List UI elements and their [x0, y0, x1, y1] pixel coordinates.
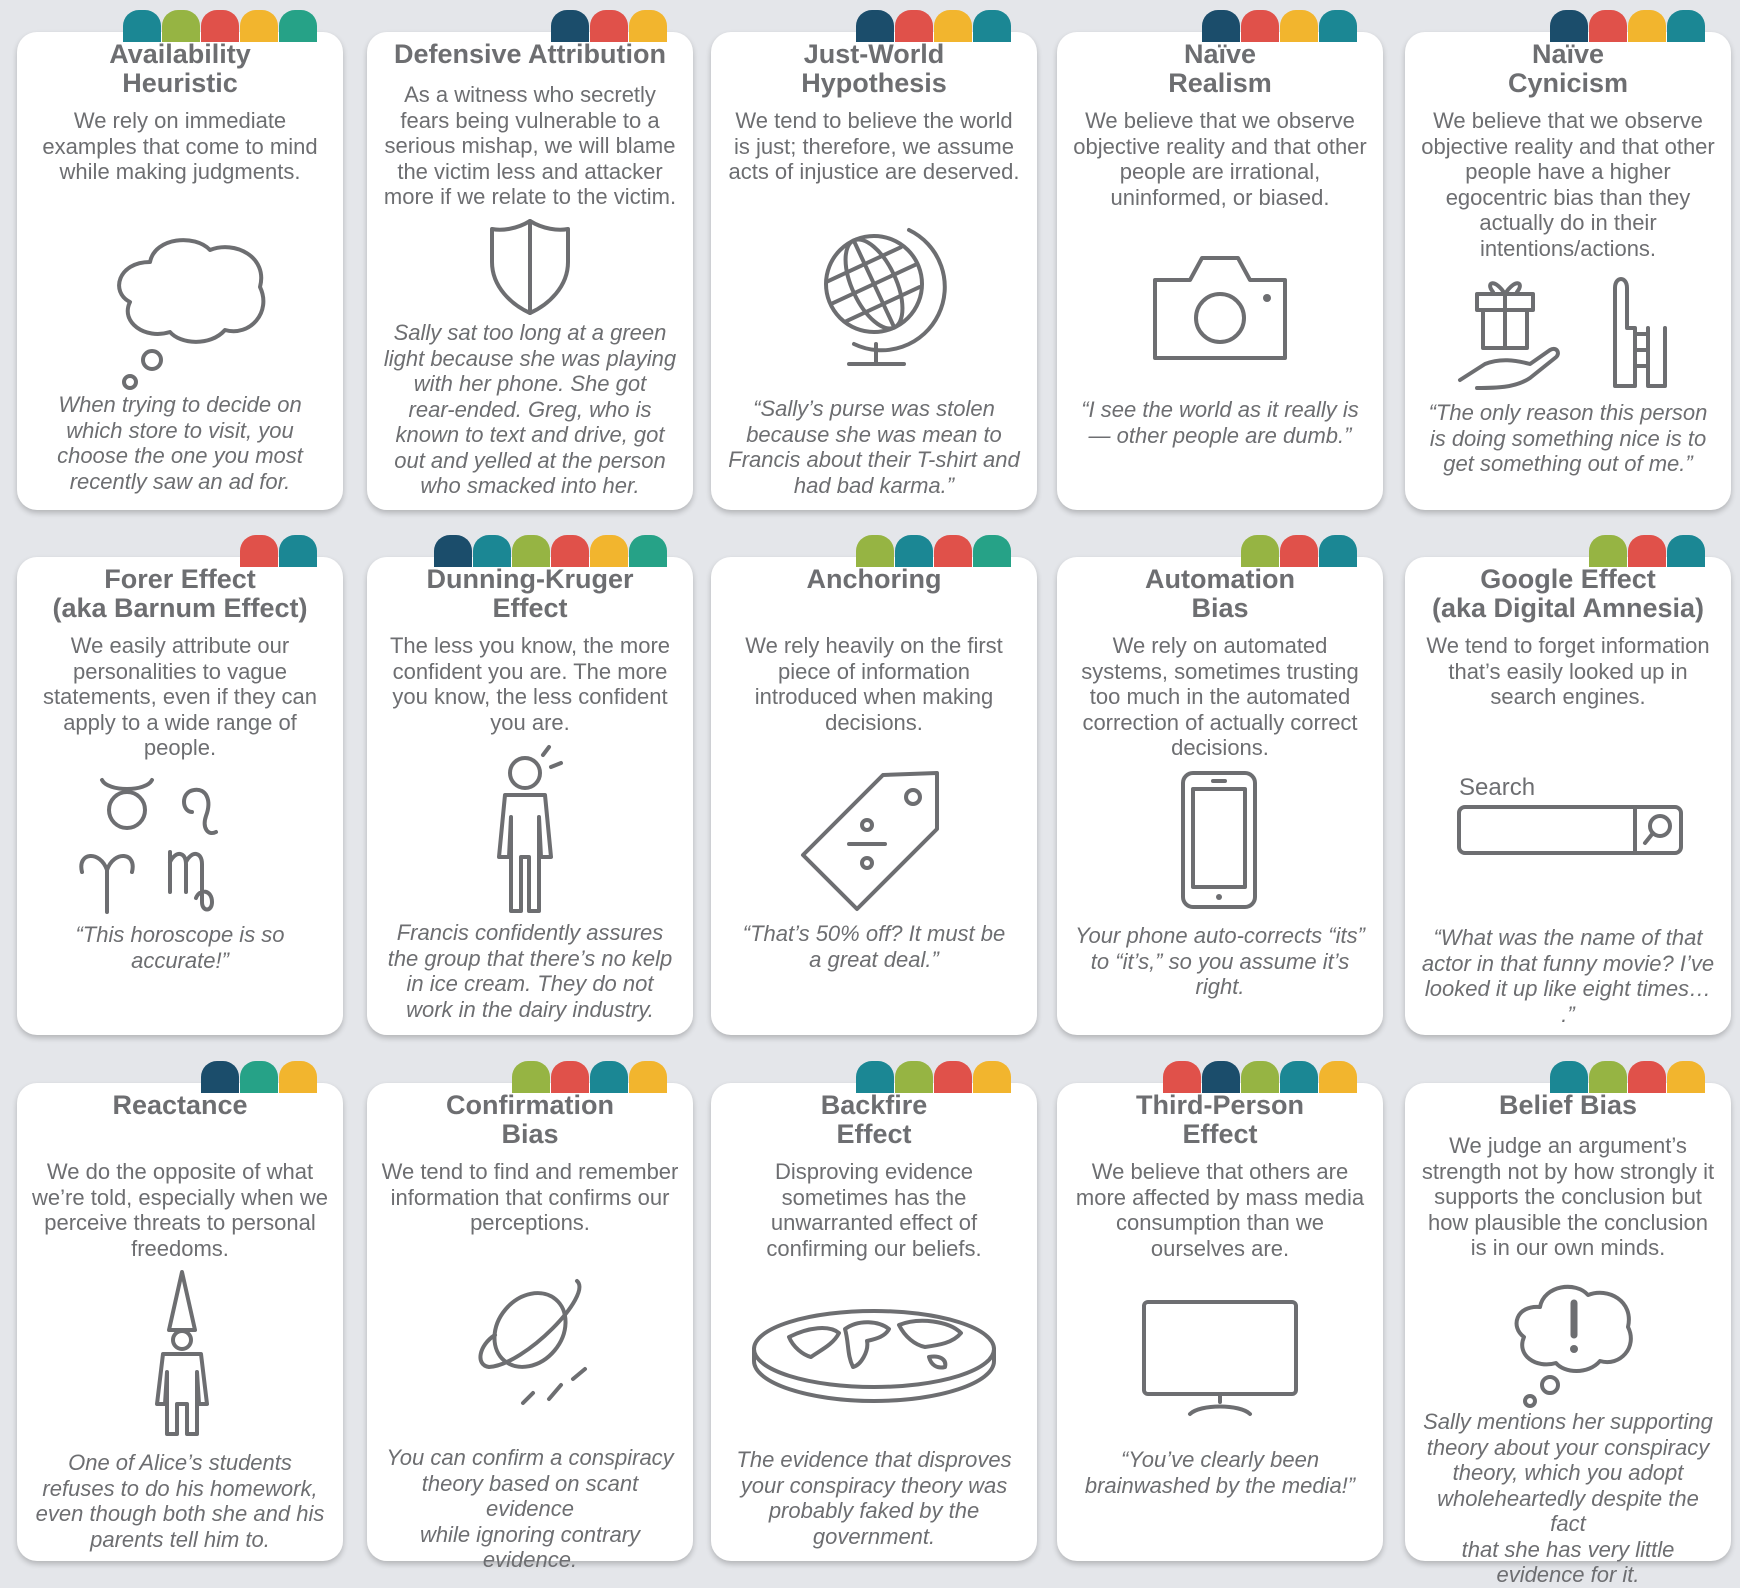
color-tabs [855, 10, 1011, 42]
color-tabs [855, 535, 1011, 567]
color-tab-red [1628, 535, 1666, 567]
color-tab-teal [123, 10, 161, 42]
card-third-person-effect [1057, 1083, 1383, 1561]
card-title: Naïve Cynicism [1507, 39, 1629, 98]
sweating-person-icon [485, 745, 585, 915]
ufo-icon [465, 1275, 615, 1415]
color-tab-red [1628, 1061, 1666, 1093]
card-availability-heuristic [17, 32, 343, 510]
color-tab-red [590, 10, 628, 42]
card-description: Disproving evidence sometimes has the unwarranted effect of confirming our beliefs. [766, 1159, 982, 1261]
color-tab-yellow [973, 1061, 1011, 1093]
card-example: “This horoscope is so accurate!” [75, 922, 285, 973]
card-dunning-kruger [367, 557, 693, 1035]
color-tab-teal [1667, 10, 1705, 42]
color-tab-red [934, 1061, 972, 1093]
color-tab-yellow [629, 10, 667, 42]
color-tab-teal [1319, 535, 1357, 567]
card-description: We believe that we observe objective reality and that other people have a higher egocentric bias than they actually do in their intentions/actions. [1421, 108, 1715, 261]
color-tab-mint [973, 535, 1011, 567]
card-anchoring [711, 557, 1037, 1035]
thought-bubble-icon [110, 232, 270, 402]
color-tab-navy [1202, 1061, 1240, 1093]
color-tab-navy [856, 10, 894, 42]
globe-icon [814, 222, 944, 372]
card-description: As a witness who secretly fears being vulnerable to a serious mishap, we will blame the victim less and attacker more if we relate to the victim. [383, 82, 677, 209]
card-backfire-effect [711, 1083, 1037, 1561]
exclamation-bubble-icon [1510, 1279, 1640, 1409]
card-description: We rely on immediate examples that come to mind while making judgments. [42, 108, 318, 184]
card-example: The evidence that disproves your conspiracy theory was probably faked by the government. [736, 1447, 1012, 1549]
color-tabs [239, 535, 317, 567]
card-example: “I see the world as it really is — other people are dumb.” [1081, 397, 1359, 448]
card-example: Francis confidently assures the group that there’s no kelp in ice cream. They do not work in the dairy industry. [387, 920, 673, 1022]
color-tab-teal [895, 535, 933, 567]
color-tab-yellow [590, 535, 628, 567]
color-tab-teal [473, 535, 511, 567]
color-tab-navy [1202, 10, 1240, 42]
color-tabs [1588, 535, 1705, 567]
card-title: Automation Bias [1145, 564, 1295, 623]
card-title: Backfire Effect [820, 1090, 928, 1149]
color-tab-red [1280, 535, 1318, 567]
card-example: One of Alice’s students refuses to do his homework, even though both she and his parents tell him to. [35, 1450, 325, 1552]
card-title: Confirmation Bias [446, 1090, 614, 1149]
color-tabs [433, 535, 667, 567]
color-tab-navy [434, 535, 472, 567]
card-description: We easily attribute our personalities to vague statements, even if they can apply to a wide range of people. [43, 633, 317, 760]
gift-refusal-icon [1455, 268, 1695, 403]
card-description: We believe that we observe objective reality and that other people are irrational, uninformed, or biased. [1073, 108, 1367, 210]
color-tab-yellow [279, 1061, 317, 1093]
color-tab-red [551, 535, 589, 567]
card-description: We rely on automated systems, sometimes trusting too much in the automated correction of actually correct decisions. [1081, 633, 1359, 760]
color-tabs [1240, 535, 1357, 567]
color-tab-green [512, 535, 550, 567]
dunce-cap-person-icon [147, 1268, 217, 1438]
card-description: We believe that others are more affected by mass media consumption than we ourselves are. [1075, 1159, 1365, 1261]
card-description: We tend to forget information that’s easily looked up in search engines. [1426, 633, 1710, 709]
color-tab-green [1241, 1061, 1279, 1093]
color-tabs [1201, 10, 1357, 42]
color-tabs [1549, 10, 1705, 42]
card-automation-bias [1057, 557, 1383, 1035]
color-tab-green [1589, 1061, 1627, 1093]
card-belief-bias [1405, 1083, 1731, 1587]
color-tab-teal [1280, 1061, 1318, 1093]
search-box-icon [1457, 771, 1687, 851]
color-tab-red [551, 1061, 589, 1093]
price-tag-icon [799, 769, 941, 911]
color-tab-navy [551, 10, 589, 42]
color-tabs [1549, 1061, 1705, 1093]
flat-earth-icon [749, 1305, 999, 1405]
search-label: Search [1459, 774, 1536, 801]
color-tab-green [162, 10, 200, 42]
card-title: Google Effect (aka Digital Amnesia) [1431, 564, 1705, 623]
card-title: Defensive Attribution [393, 39, 667, 69]
card-defensive-attribution [367, 32, 693, 510]
card-description: We judge an argument’s strength not by how strongly it supports the conclusion but how plausible the conclusion is in our own minds. [1421, 1133, 1715, 1260]
card-title: Just-World Hypothesis [801, 39, 947, 98]
card-title: Third-Person Effect [1135, 1090, 1304, 1149]
color-tab-navy [201, 1061, 239, 1093]
card-title: Reactance [112, 1090, 248, 1120]
card-example: You can confirm a conspiracy theory based on scant evidence while ignoring contrary evidence. [386, 1445, 674, 1572]
color-tab-yellow [1319, 1061, 1357, 1093]
color-tab-yellow [1628, 10, 1666, 42]
card-google-effect [1405, 557, 1731, 1035]
card-description: The less you know, the more confident you are. The more you know, the less confident you are. [389, 633, 671, 735]
color-tab-green [895, 1061, 933, 1093]
color-tab-red [1241, 10, 1279, 42]
card-example: “Sally’s purse was stolen because she was mean to Francis about their T-shirt and had bad karma.” [728, 396, 1020, 498]
camera-icon [1150, 252, 1290, 364]
color-tab-yellow [934, 10, 972, 42]
card-reactance [17, 1083, 343, 1561]
color-tab-teal [279, 535, 317, 567]
color-tab-red [1589, 10, 1627, 42]
color-tabs [550, 10, 667, 42]
card-example: “The only reason this person is doing something nice is to get something out of me.” [1428, 400, 1708, 476]
card-example: Sally sat too long at a green light because she was playing with her phone. She got rear-ended. Greg, who is known to text and drive, got out and yelled at the person who smacked into her. [383, 320, 677, 498]
color-tab-teal [856, 1061, 894, 1093]
color-tabs [1162, 1061, 1357, 1093]
card-description: We rely heavily on the first piece of information introduced when making decisions. [745, 633, 1003, 735]
color-tab-red [201, 10, 239, 42]
card-example: “What was the name of that actor in that funny movie? I’ve looked it up like eight times… .” [1421, 925, 1715, 1027]
smartphone-icon [1179, 769, 1259, 911]
color-tabs [200, 1061, 317, 1093]
color-tab-navy [1550, 10, 1588, 42]
card-description: We do the opposite of what we’re told, especially when we perceive threats to personal freedoms. [32, 1159, 328, 1261]
color-tab-green [512, 1061, 550, 1093]
color-tabs [855, 1061, 1011, 1093]
color-tab-green [1241, 535, 1279, 567]
color-tab-mint [629, 535, 667, 567]
color-tab-red [1163, 1061, 1201, 1093]
television-icon [1140, 1298, 1300, 1418]
color-tab-green [856, 535, 894, 567]
zodiac-icon [72, 772, 292, 922]
card-naive-realism [1057, 32, 1383, 510]
card-title: Dunning-Kruger Effect [426, 564, 634, 623]
color-tab-green [1589, 535, 1627, 567]
card-title: Availability Heuristic [109, 39, 251, 98]
color-tab-teal [973, 10, 1011, 42]
card-forer-effect [17, 557, 343, 1035]
card-title: Anchoring [806, 564, 942, 594]
card-example: “You’ve clearly been brainwashed by the media!” [1084, 1447, 1356, 1498]
card-example: Sally mentions her supporting theory about your conspiracy theory, which you adopt wholeheartedly despite the fact that she has very little evidence for it. [1423, 1409, 1713, 1587]
card-example: Your phone auto-corrects “its” to “it’s,” so you assume it’s right. [1075, 923, 1365, 999]
color-tab-teal [1550, 1061, 1588, 1093]
color-tab-yellow [1667, 1061, 1705, 1093]
card-example: When trying to decide on which store to visit, you choose the one you most recently saw an ad for. [57, 392, 303, 494]
color-tab-yellow [240, 10, 278, 42]
card-title: Forer Effect (aka Barnum Effect) [52, 564, 308, 623]
color-tab-red [934, 535, 972, 567]
color-tab-mint [279, 10, 317, 42]
card-confirmation-bias [367, 1083, 693, 1572]
card-naive-cynicism [1405, 32, 1731, 510]
color-tab-teal [1667, 535, 1705, 567]
card-title: Belief Bias [1498, 1090, 1638, 1120]
card-title: Naïve Realism [1168, 39, 1272, 98]
card-description: We tend to believe the world is just; therefore, we assume acts of injustice are deserved. [728, 108, 1020, 184]
card-description: We tend to find and remember information that confirms our perceptions. [381, 1159, 679, 1235]
card-example: “That’s 50% off? It must be a great deal.” [742, 921, 1006, 972]
color-tab-teal [590, 1061, 628, 1093]
color-tab-yellow [1280, 10, 1318, 42]
card-just-world-hypothesis [711, 32, 1037, 510]
color-tab-mint [240, 1061, 278, 1093]
shield-icon [487, 217, 573, 317]
color-tab-red [895, 10, 933, 42]
color-tab-red [240, 535, 278, 567]
color-tabs [122, 10, 317, 42]
color-tabs [511, 1061, 667, 1093]
color-tab-teal [1319, 10, 1357, 42]
color-tab-yellow [629, 1061, 667, 1093]
